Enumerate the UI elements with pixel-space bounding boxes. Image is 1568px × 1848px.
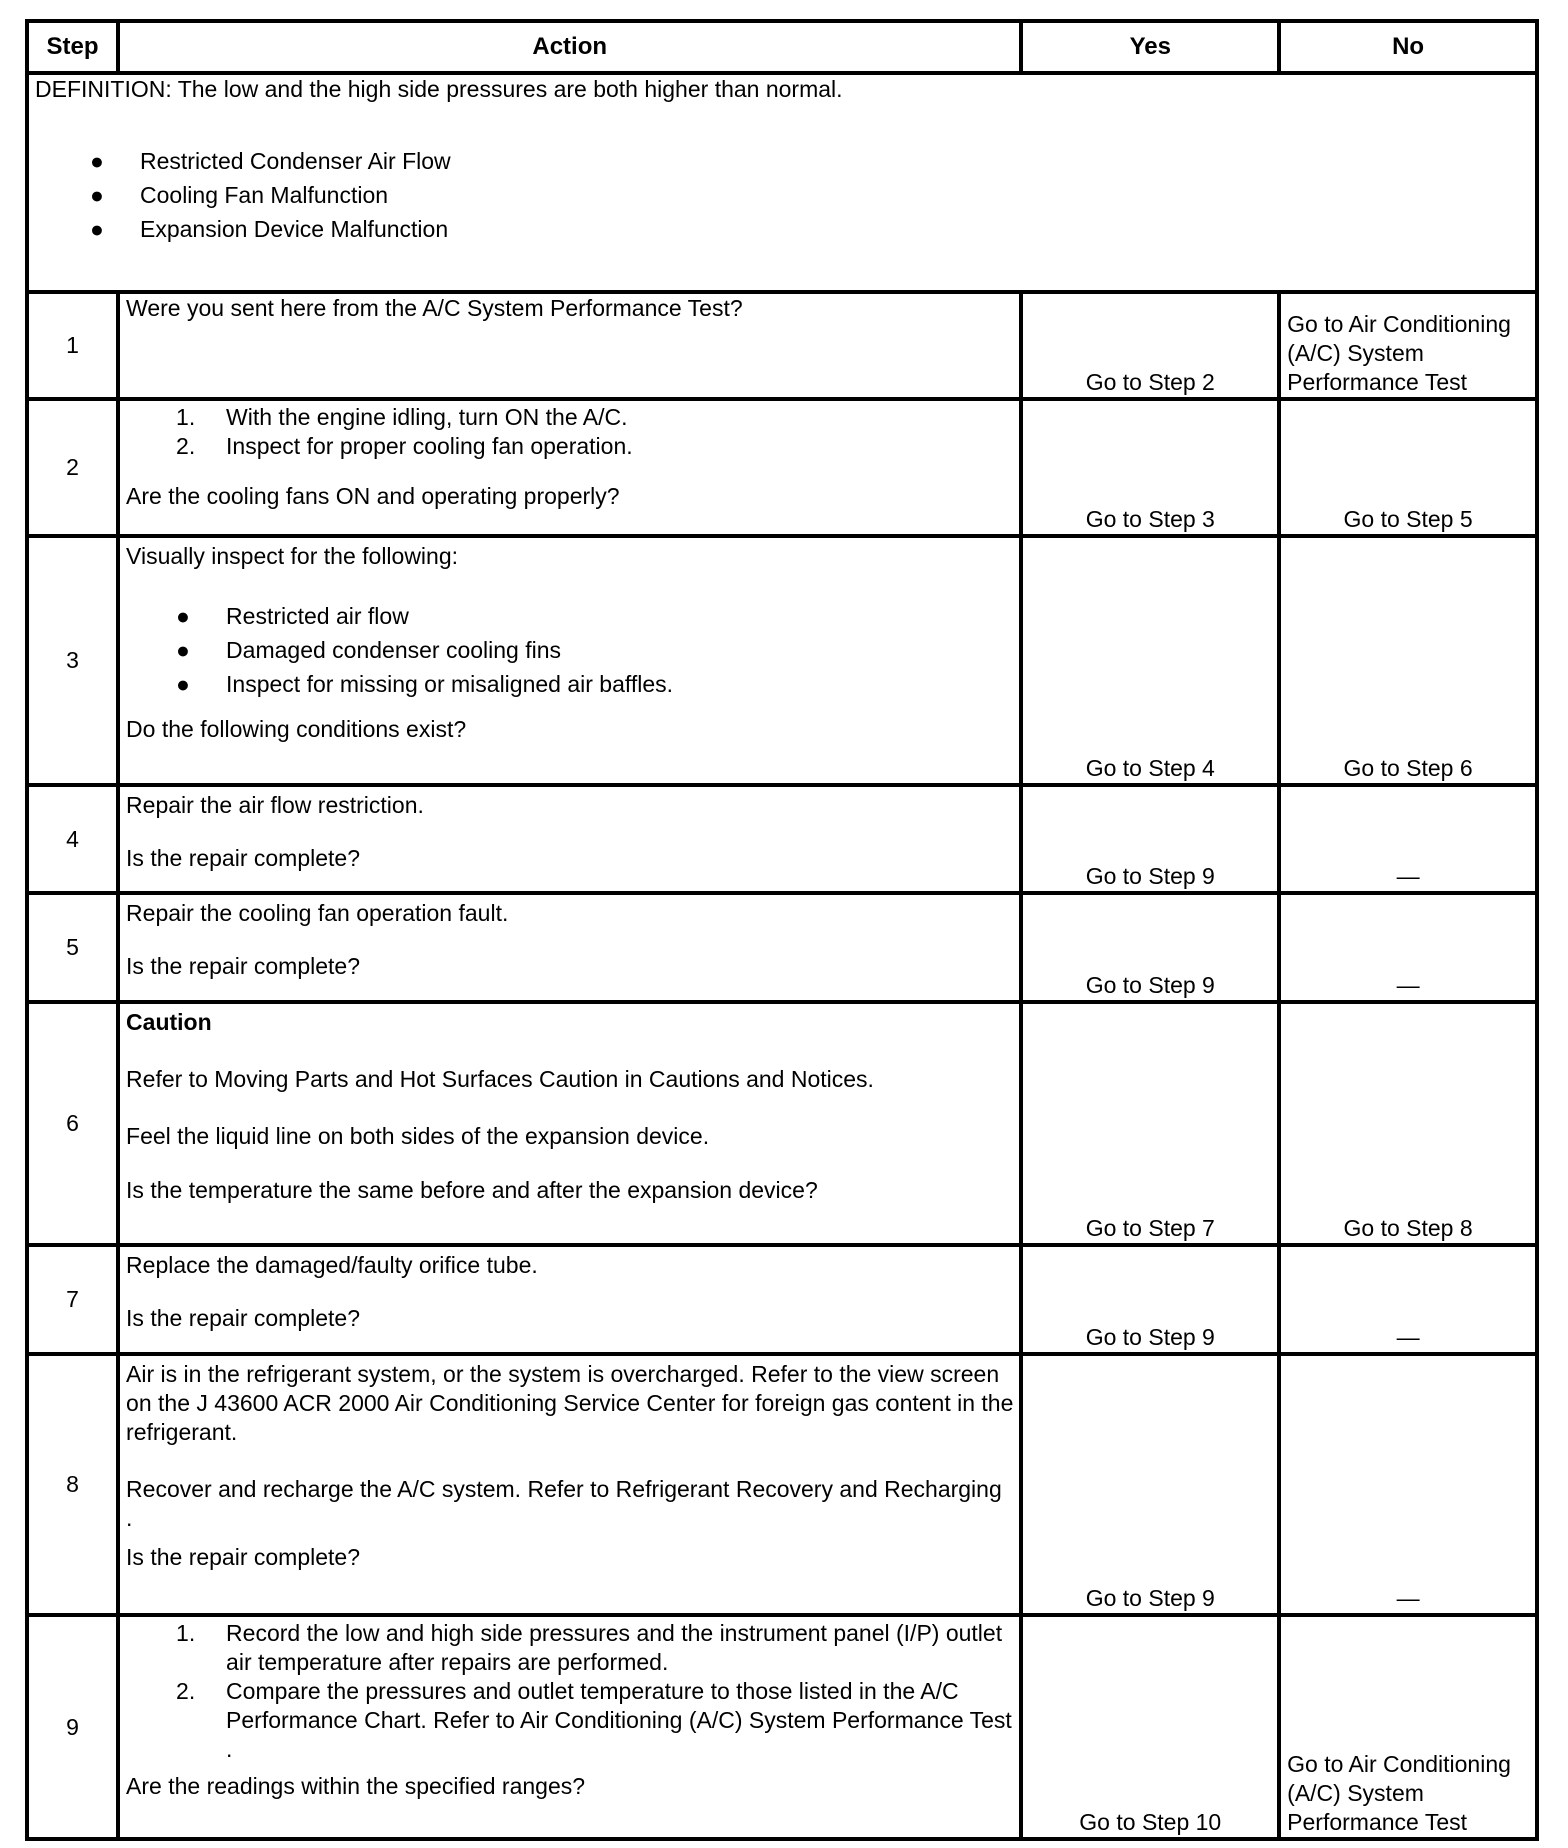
list-item: 1. With the engine idling, turn ON the A/C. [176,403,628,430]
caution-label: Caution [126,1008,212,1035]
step-action: Visually inspect for the following: ● Restricted air flow ● Damaged condenser cooling fins ● Inspect for missing or misaligned air baffles. Do the following conditions exist? [118,536,1021,786]
step-number: 3 [27,536,118,786]
table-row [27,1245,1537,1353]
no-cell: Go to Step 5 [1279,399,1537,536]
step-number: 4 [27,785,118,893]
yes-cell: Go to Step 9 [1021,1245,1279,1353]
no-cell: — [1279,1354,1537,1615]
no-cell: Go to Step 8 [1279,1002,1537,1246]
yes-cell: Go to Step 4 [1021,536,1279,786]
yes-cell: Go to Step 9 [1021,785,1279,893]
no-cell: Go to Step 6 [1279,536,1537,786]
table-row [27,292,1537,399]
step-number: 8 [27,1354,118,1615]
definition-text: DEFINITION: The low and the high side pressures are both higher than normal. [35,75,843,102]
step-action: Caution Refer to Moving Parts and Hot Surfaces Caution in Cautions and Notices. Feel the liquid line on both sides of the expansion device. Is the temperature the same before and after the expansion device? [118,1002,1021,1246]
step-action: 1. With the engine idling, turn ON the A/C. 2. Inspect for proper cooling fan operation. Are the cooling fans ON and operating properly? [118,399,1021,536]
yes-cell: Go to Step 9 [1021,1354,1279,1615]
table-row [27,536,1537,786]
header-row [27,21,1537,73]
diagnostic-table [25,19,1539,1841]
no-cell: — [1279,785,1537,893]
header-action: Action [118,21,1021,73]
yes-cell: Go to Step 10 [1021,1615,1279,1839]
step-number: 6 [27,1002,118,1246]
step-number: 9 [27,1615,118,1839]
table-row [27,893,1537,1001]
yes-cell: Go to Step 3 [1021,399,1279,536]
no-cell: — [1279,893,1537,1001]
list-item: 1. Record the low and high side pressures and the instrument panel (I/P) outlet air temperature after repairs are performed. [176,1620,1003,1676]
step-action: Were you sent here from the A/C System Performance Test? [118,292,1021,399]
step-action: Repair the air flow restriction. Is the repair complete? [118,785,1021,893]
list-item: ● Damaged condenser cooling fins [176,636,562,663]
no-cell: — [1279,1245,1537,1353]
list-item: ● Inspect for missing or misaligned air baffles. [176,670,674,697]
step-action: Air is in the refrigerant system, or the system is overcharged. Refer to the view screen on the J 43600 ACR 2000 Air Conditioning Service Center for foreign gas content in the refrigerant. Recover and recharge the A/C system. Refer to Refrigerant Recovery and Recharging . Is the repair complete? [118,1354,1021,1615]
table-row [27,1002,1537,1246]
list-item: ● Expansion Device Malfunction [90,215,449,242]
list-item: ● Cooling Fan Malfunction [90,181,389,208]
no-cell: Go to Air Conditioning (A/C) System Performance Test [1279,292,1537,399]
list-item: ● Restricted Condenser Air Flow [90,147,451,174]
no-cell: Go to Air Conditioning (A/C) System Performance Test [1279,1615,1537,1839]
step-action: Repair the cooling fan operation fault. Is the repair complete? [118,893,1021,1001]
step-number: 5 [27,893,118,1001]
table-row [27,1354,1537,1615]
yes-cell: Go to Step 2 [1021,292,1279,399]
step-action: 1. Record the low and high side pressures and the instrument panel (I/P) outlet air temperature after repairs are performed. 2. Compare the pressures and outlet temperature to those listed in the A/C Performance Chart. Refer to Air Conditioning (A/C) System Performance Test . Are the readings within the specified ranges? [118,1615,1021,1839]
list-item: 2. Inspect for proper cooling fan operation. [176,432,633,459]
step-action: Replace the damaged/faulty orifice tube. Is the repair complete? [118,1245,1021,1353]
list-item: 2. Compare the pressures and outlet temperature to those listed in the A/C Performance Chart. Refer to Air Conditioning (A/C) System Performance Test . [176,1678,1012,1763]
table-row [27,399,1537,536]
definition-cell [27,73,1537,292]
header-step: Step [27,21,118,73]
step-number: 1 [27,292,118,399]
yes-cell: Go to Step 9 [1021,893,1279,1001]
list-item: ● Restricted air flow [176,602,409,629]
definition-row [27,73,1537,292]
yes-cell: Go to Step 7 [1021,1002,1279,1246]
table-row [27,1615,1537,1839]
step-number: 2 [27,399,118,536]
header-no: No [1279,21,1537,73]
table-row [27,785,1537,893]
step-number: 7 [27,1245,118,1353]
header-yes: Yes [1021,21,1279,73]
